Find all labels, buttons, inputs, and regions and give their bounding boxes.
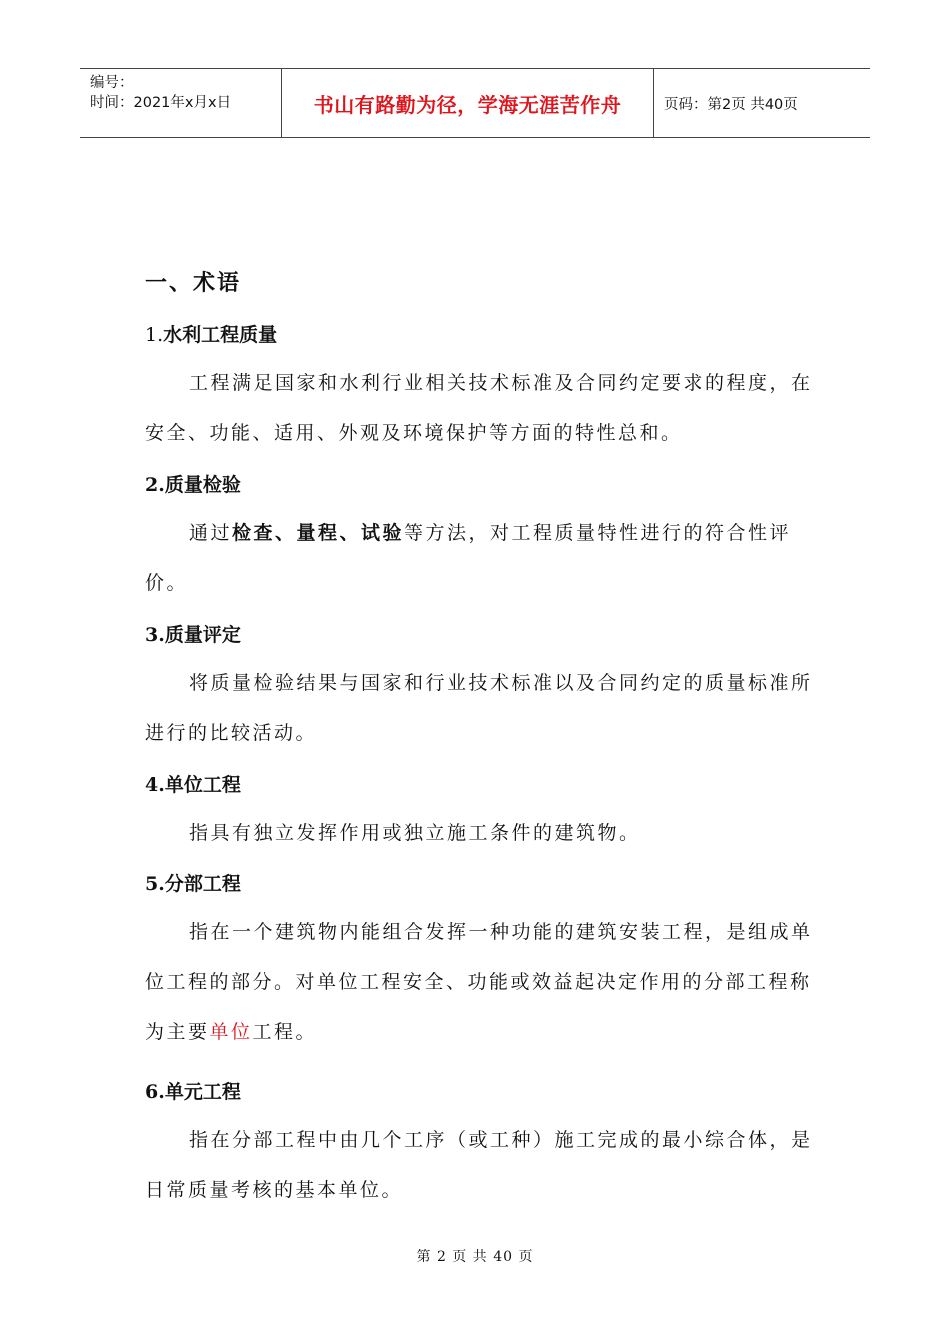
term-heading-4 (145, 770, 241, 797)
term-definition-3 (145, 658, 815, 758)
term-heading-1 (145, 320, 277, 347)
term-number: 1. (145, 324, 164, 346)
definition-text: 指在分部工程中由几个工序（或工种）施工完成的最小综合体，是日常质量考核的基本单位。 (145, 1129, 813, 1201)
definition-text: 指具有独立发挥作用或独立施工条件的建筑物。 (189, 822, 641, 844)
definition-text: 将质量检验结果与国家和行业技术标准以及合同约定的质量标准所进行的比较活动。 (145, 672, 813, 744)
term-heading-3 (145, 620, 241, 647)
term-number: 6. (145, 1081, 165, 1103)
definition-text-pre: 指在一个建筑物内能组合发挥一种功能的建筑安装工程，是组成单位工程的部分。对单位工程安全、功能或效益起决定作用的分部工程称为主要 (145, 921, 813, 1043)
definition-text-post: 等方法，对工程质量特性进行的符合性评价。 (145, 522, 792, 594)
term-title: 质量检验 (164, 474, 241, 496)
header-page-cell (654, 69, 870, 137)
page-header (80, 68, 870, 138)
page-footer: 第 2 页 共 40 页 (416, 1249, 534, 1265)
term-definition-2 (145, 508, 815, 608)
term-number: 2. (145, 474, 165, 496)
term-title: 单位工程 (164, 774, 241, 796)
term-heading-2 (145, 470, 241, 497)
term-heading-5 (145, 869, 241, 896)
definition-text-bold: 检查、量程、试验 (232, 522, 405, 544)
term-number: 4. (145, 774, 165, 796)
term-number: 3. (145, 624, 165, 646)
page-info: 页码：第2页 共40页 (664, 96, 798, 113)
term-definition-4 (145, 808, 815, 858)
term-number: 5. (145, 873, 165, 895)
term-title: 单元工程 (164, 1081, 241, 1103)
motto-text: 书山有路勤为径，学海无涯苦作舟 (313, 92, 622, 117)
term-title: 水利工程质量 (163, 324, 278, 346)
definition-text-post: 工程。 (252, 1021, 318, 1043)
header-meta-cell (80, 69, 282, 137)
term-title: 质量评定 (164, 624, 241, 646)
term-title: 分部工程 (164, 873, 241, 895)
definition-text: 工程满足国家和水利行业相关技术标准及合同约定要求的程度，在安全、功能、适用、外观及环境保护等方面的特性总和。 (145, 372, 813, 444)
definition-text-pre: 通过 (189, 522, 233, 544)
term-heading-6 (145, 1077, 241, 1104)
term-definition-1 (145, 358, 815, 458)
term-definition-6 (145, 1115, 815, 1215)
definition-text-red: 单位 (209, 1021, 253, 1043)
term-definition-5 (145, 907, 815, 1057)
number-label: 编号： (90, 75, 134, 91)
header-motto-cell (282, 69, 654, 137)
section-title: 一、术语 (145, 270, 242, 296)
time-label: 时间：2021年x月x日 (90, 95, 232, 111)
